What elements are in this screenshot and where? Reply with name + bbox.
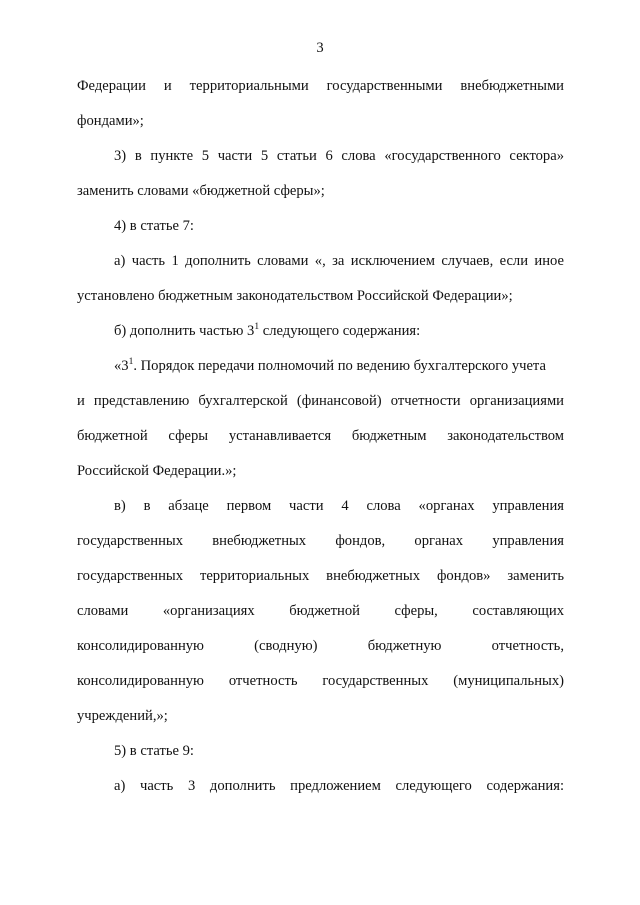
text-line: 4) в статье 7: — [114, 218, 194, 234]
text-line: в) в абзаце первом части 4 слова «органах управления — [114, 498, 564, 514]
text-line: Российской Федерации.»; — [77, 463, 237, 479]
page-number: 3 — [316, 40, 324, 56]
text-line: и представлению бухгалтерской (финансовой) отчетности организациями — [77, 393, 564, 409]
text-line: а) часть 1 дополнить словами «, за исключением случаев, если иное — [114, 253, 564, 269]
text-line — [114, 322, 420, 340]
text-fragment: б) дополнить частью 3 — [114, 323, 255, 339]
text-line: консолидированную отчетность государственных (муниципальных) — [77, 673, 564, 689]
text-line: 5) в статье 9: — [114, 743, 194, 759]
text-fragment: «3 — [114, 358, 129, 374]
text-line: учреждений,»; — [77, 708, 168, 724]
text-line: 3) в пункте 5 части 5 статьи 6 слова «государственного сектора» — [114, 148, 564, 164]
text-line: бюджетной сферы устанавливается бюджетным законодательством — [77, 428, 564, 444]
text-line: словами «организациях бюджетной сферы, составляющих — [77, 603, 564, 619]
text-line: установлено бюджетным законодательством Российской Федерации»; — [77, 288, 513, 304]
text-fragment: следующего содержания: — [259, 323, 421, 339]
text-line: государственных территориальных внебюджетных фондов» заменить — [77, 568, 564, 584]
text-line: консолидированную (сводную) бюджетную отчетность, — [77, 638, 564, 654]
superscript: 1 — [128, 357, 134, 367]
text-line — [114, 357, 546, 375]
text-line: а) часть 3 дополнить предложением следующего содержания: — [114, 778, 564, 794]
text-line: Федерации и территориальными государственными внебюджетными — [77, 78, 564, 94]
text-line: фондами»; — [77, 113, 144, 129]
superscript: 1 — [254, 322, 260, 332]
text-line: заменить словами «бюджетной сферы»; — [77, 183, 325, 199]
text-fragment: . Порядок передачи полномочий по ведению бухгалтерского учета — [133, 358, 546, 374]
text-line: государственных внебюджетных фондов, органах управления — [77, 533, 564, 549]
